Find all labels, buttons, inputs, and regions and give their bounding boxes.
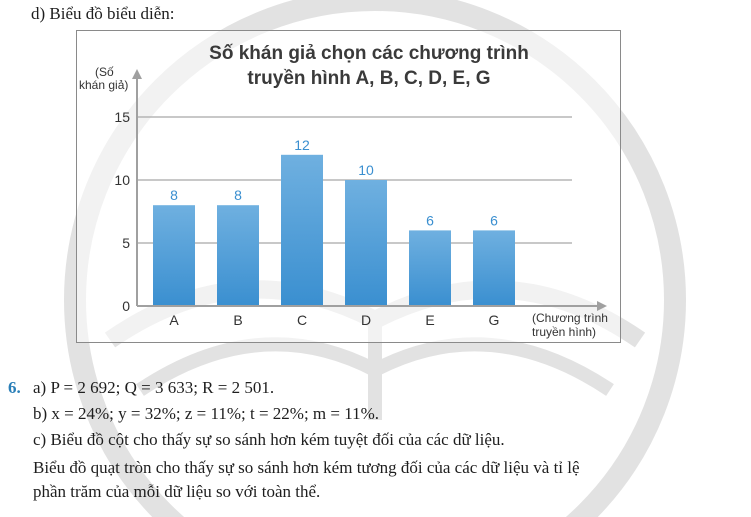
answer-a: a) P = 2 692; Q = 3 633; R = 2 501. bbox=[33, 378, 275, 397]
bar-A bbox=[153, 205, 195, 306]
y-tick-label: 5 bbox=[122, 235, 130, 251]
bar-value-label: 10 bbox=[358, 162, 374, 178]
x-tick-label: B bbox=[233, 312, 243, 328]
x-tick-label: C bbox=[296, 312, 308, 328]
bar-value-label: 6 bbox=[490, 212, 498, 229]
bar-E bbox=[409, 230, 451, 306]
answer-d-line1: Biểu đồ quạt tròn cho thấy sự so sánh hơn kém tương đối của các dữ liệu và tỉ lệ bbox=[33, 458, 580, 477]
bar-value-label: 8 bbox=[170, 187, 178, 204]
answer-b: b) x = 24%; y = 32%; z = 11%; t = 22%; m = 11%. bbox=[33, 404, 380, 423]
bar-chart bbox=[77, 31, 622, 344]
x-tick-label: A bbox=[169, 312, 179, 328]
x-axis-label-line2: truyền hình) bbox=[532, 325, 597, 339]
chart-frame bbox=[76, 30, 621, 343]
section-heading: d) Biểu đồ biểu diễn: bbox=[31, 4, 175, 23]
exercise-number: 6. bbox=[8, 378, 21, 397]
bar-G bbox=[473, 230, 515, 306]
bar-D bbox=[345, 180, 387, 306]
x-axis-label-line1: (Chương trình bbox=[532, 311, 608, 325]
y-axis-arrow-icon bbox=[132, 69, 142, 79]
y-tick-label: 0 bbox=[122, 298, 130, 314]
y-axis-label-line2: khán giả) bbox=[79, 78, 129, 92]
x-tick-label: E bbox=[425, 312, 435, 328]
bar-value-label: 6 bbox=[426, 212, 434, 229]
answer-c: c) Biểu đồ cột cho thấy sự so sánh hơn kém tuyệt đối của các dữ liệu. bbox=[33, 430, 505, 449]
chart-title-line1: Số khán giả chọn các chương trình bbox=[209, 43, 529, 64]
bar-B bbox=[217, 205, 259, 306]
bar-C bbox=[281, 155, 323, 306]
answer-d-line2: phần trăm của mỗi dữ liệu so với toàn thể. bbox=[33, 482, 321, 501]
x-tick-label: D bbox=[360, 312, 372, 328]
y-tick-label: 15 bbox=[114, 109, 130, 125]
chart-title-line2: truyền hình A, B, C, D, E, G bbox=[247, 68, 491, 89]
y-axis-label-line1: (Số bbox=[95, 65, 114, 79]
x-axis-arrow-icon bbox=[597, 301, 607, 311]
bar-value-label: 12 bbox=[294, 136, 310, 153]
y-tick-label: 10 bbox=[114, 172, 130, 188]
bar-value-label: 8 bbox=[234, 187, 242, 204]
x-tick-label: G bbox=[488, 312, 500, 328]
